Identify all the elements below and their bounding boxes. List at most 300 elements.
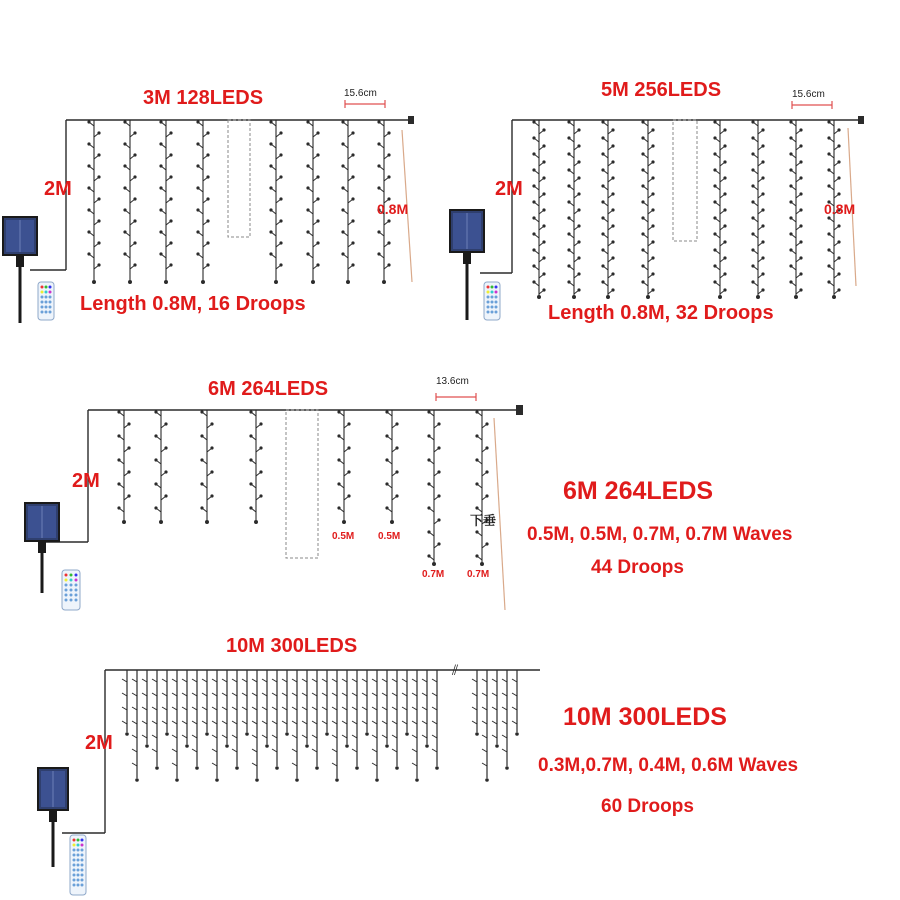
- p4-remote-button: [73, 844, 76, 847]
- p1-droop-6-led: [351, 219, 354, 222]
- p4-droop-30-twig: [422, 735, 427, 738]
- p4-droop-11-twig: [232, 749, 237, 752]
- p2-droop-4-led: [713, 120, 716, 123]
- p1-droop-1-led: [133, 197, 136, 200]
- p2-droop-1-led: [577, 208, 580, 211]
- p3-droop-7-led: [475, 554, 478, 557]
- p4-droop-26-twig: [382, 693, 387, 696]
- p4-droop-17-twig: [292, 721, 297, 724]
- p4-droop-18-twig: [302, 721, 307, 724]
- p4-droop-27-twig: [392, 707, 397, 710]
- p2-droop-3-led: [651, 144, 654, 147]
- p3-droop-5-led: [385, 434, 388, 437]
- p3-droop-6-led: [427, 434, 430, 437]
- p2-droop-7-led: [837, 144, 840, 147]
- p4-droop-15-twig: [272, 721, 277, 724]
- panel-10m-side-droops: 60 Droops: [601, 796, 694, 817]
- panel-6m-hang-text: 下垂: [470, 514, 497, 529]
- p1-droop-1-led: [123, 252, 126, 255]
- p4-droop-22-twig: [342, 707, 347, 710]
- p2-droop-6-led: [799, 192, 802, 195]
- p2-droop-4-led: [718, 295, 722, 299]
- p4-droop-28-twig: [402, 679, 407, 682]
- p1-droop-5-led: [306, 186, 309, 189]
- p1-droop-7-led: [387, 153, 390, 156]
- panel-6m-drawing: [0, 370, 900, 615]
- p2-droop-1-led: [567, 280, 570, 283]
- p2-droop-0-led: [542, 128, 545, 131]
- p4-droop-10-led: [225, 744, 229, 748]
- p2-droop-4-led: [713, 232, 716, 235]
- p3-remote-button: [75, 599, 78, 602]
- p3-droop-5-led: [390, 520, 394, 524]
- p2-droop-1-led: [567, 152, 570, 155]
- p1-droop-5-led: [316, 219, 319, 222]
- p4-droop-10-twig: [222, 721, 227, 724]
- p1-droop-4-led: [279, 241, 282, 244]
- p3-droop-6-led: [437, 518, 440, 521]
- p4-droop-1-twig: [132, 735, 137, 738]
- p4-remote-button: [81, 874, 84, 877]
- p4-droop-19-twig: [312, 679, 317, 682]
- p4-droop-0-twig: [122, 679, 127, 682]
- p4-remote-button: [77, 844, 80, 847]
- p4-droop-23-twig: [352, 679, 357, 682]
- panel-6m-spacing: 13.6cm: [436, 376, 469, 387]
- p4-droop-36-twig: [512, 679, 517, 682]
- p3-droop-3-led: [249, 482, 252, 485]
- p2-droop-3-led: [641, 248, 644, 251]
- p4-droop-25-twig: [372, 707, 377, 710]
- p4-droop-5-twig: [172, 693, 177, 696]
- p4-remote-button: [81, 864, 84, 867]
- p1-droop-0-led: [97, 175, 100, 178]
- p3-remote-button: [65, 584, 68, 587]
- p4-droop-20-twig: [322, 721, 327, 724]
- p1-droop-4-led: [269, 120, 272, 123]
- panel-6m-drop-label-3: 0.7M: [422, 569, 445, 580]
- p4-droop-31-twig: [432, 749, 437, 752]
- p3-droop-1-led: [164, 422, 167, 425]
- p2-droop-4-led: [713, 216, 716, 219]
- p4-droop-20-led: [325, 732, 329, 736]
- p3-remote-button: [75, 574, 78, 577]
- p2-droop-7-led: [832, 295, 836, 299]
- p2-remote-button: [491, 311, 494, 314]
- p3-droop-7-led: [475, 530, 478, 533]
- p4-droop-5-twig: [172, 679, 177, 682]
- p1-droop-7-led: [377, 142, 380, 145]
- p2-droop-4-led: [713, 168, 716, 171]
- p4-droop-10-twig: [222, 679, 227, 682]
- p4-droop-3-twig: [152, 749, 157, 752]
- p2-droop-1-led: [567, 200, 570, 203]
- panel-5m-caption: Length 0.8M, 32 Droops: [548, 302, 774, 324]
- panel-6m: [0, 370, 900, 615]
- panel-6m-title: 6M 264LEDS: [208, 378, 329, 400]
- p2-droop-7-led: [837, 128, 840, 131]
- p3-droop-1-led: [154, 434, 157, 437]
- p4-droop-28-twig: [402, 707, 407, 710]
- p2-droop-5-led: [761, 176, 764, 179]
- p4-droop-12-led: [245, 732, 249, 736]
- p1-remote-button: [45, 306, 48, 309]
- p4-droop-15-twig: [272, 679, 277, 682]
- p2-droop-1-led: [577, 288, 580, 291]
- p2-droop-1-led: [577, 256, 580, 259]
- p3-droop-2-led: [210, 446, 213, 449]
- p3-droop-1-led: [154, 410, 157, 413]
- p4-droop-36-led: [515, 732, 519, 736]
- p4-droop-3-twig: [152, 735, 157, 738]
- p4-droop-17-twig: [292, 707, 297, 710]
- p2-droop-7-led: [837, 176, 840, 179]
- p2-droop-2-led: [601, 184, 604, 187]
- p4-droop-34-twig: [492, 721, 497, 724]
- p4-droop-15-twig: [272, 735, 277, 738]
- p4-remote-button: [73, 879, 76, 882]
- panel-3m-cable-length: 2M: [44, 178, 72, 200]
- p4-droop-36-twig: [512, 721, 517, 724]
- p2-droop-5-led: [761, 256, 764, 259]
- p2-droop-4-led: [723, 288, 726, 291]
- p1-droop-0-led: [87, 164, 90, 167]
- p1-droop-1-led: [133, 131, 136, 134]
- p2-remote-button: [495, 311, 498, 314]
- p4-droop-35-twig: [502, 735, 507, 738]
- p1-droop-3-led: [206, 263, 209, 266]
- p2-droop-4-led: [723, 160, 726, 163]
- p3-droop-3-led: [259, 494, 262, 497]
- p4-droop-21-twig: [332, 693, 337, 696]
- p4-droop-20-twig: [322, 679, 327, 682]
- p2-droop-4-led: [723, 272, 726, 275]
- p2-droop-4-led: [723, 208, 726, 211]
- panel-3m-caption: Length 0.8M, 16 Droops: [80, 293, 306, 315]
- p4-droop-9-led: [215, 778, 219, 782]
- p3-droop-3-led: [259, 470, 262, 473]
- p4-droop-22-twig: [342, 721, 347, 724]
- p3-droop-1-led: [154, 482, 157, 485]
- p1-droop-5-led: [316, 131, 319, 134]
- p1-droop-5-led: [306, 252, 309, 255]
- p4-droop-33-twig: [482, 679, 487, 682]
- p4-droop-3-twig: [152, 693, 157, 696]
- p2-droop-5-led: [761, 144, 764, 147]
- p2-remote-button: [487, 296, 490, 299]
- p1-droop-5-led: [306, 142, 309, 145]
- p4-droop-9-twig: [212, 763, 217, 766]
- p4-droop-7-twig: [192, 749, 197, 752]
- p3-droop-0-led: [117, 506, 120, 509]
- p3-remote-button: [75, 594, 78, 597]
- p1-droop-6-led: [351, 131, 354, 134]
- p4-droop-13-twig: [252, 679, 257, 682]
- p3-droop-4-led: [337, 482, 340, 485]
- panel-6m-side-waves: 0.5M, 0.5M, 0.7M, 0.7M Waves: [527, 524, 793, 545]
- p1-droop-3-led: [196, 164, 199, 167]
- p1-droop-3-led: [206, 197, 209, 200]
- p2-droop-7-led: [827, 248, 830, 251]
- p1-droop-3-led: [206, 153, 209, 156]
- p1-remote-button: [41, 301, 44, 304]
- p1-droop-1-led: [133, 175, 136, 178]
- p2-droop-5-led: [751, 136, 754, 139]
- p4-droop-2-twig: [142, 679, 147, 682]
- p3-droop-2-led: [200, 458, 203, 461]
- p4-droop-19-twig: [312, 707, 317, 710]
- p4-droop-9-twig: [212, 721, 217, 724]
- p4-droop-25-twig: [372, 763, 377, 766]
- p4-remote-button: [73, 864, 76, 867]
- p4-droop-7-twig: [192, 693, 197, 696]
- p4-droop-22-led: [345, 744, 349, 748]
- p2-droop-5-led: [761, 160, 764, 163]
- p4-droop-36-twig: [512, 693, 517, 696]
- p4-droop-4-twig: [162, 721, 167, 724]
- p4-droop-26-twig: [382, 707, 387, 710]
- p4-droop-6-twig: [182, 679, 187, 682]
- p4-droop-5-twig: [172, 721, 177, 724]
- p2-droop-2-led: [601, 280, 604, 283]
- p3-droop-2-led: [210, 422, 213, 425]
- p2-droop-5-led: [751, 216, 754, 219]
- p2-droop-0-led: [532, 232, 535, 235]
- p2-solar-mount: [463, 252, 471, 264]
- p4-droop-17-twig: [292, 735, 297, 738]
- p2-droop-7-led: [827, 264, 830, 267]
- p4-droop-32-twig: [472, 707, 477, 710]
- p4-droop-27-led: [395, 766, 399, 770]
- p2-droop-1-led: [567, 232, 570, 235]
- panel-10m-side-title: 10M 300LEDS: [563, 703, 727, 731]
- p1-droop-0-led: [87, 142, 90, 145]
- p4-droop-2-twig: [142, 693, 147, 696]
- p3-droop-0-led: [127, 494, 130, 497]
- p2-droop-6-led: [794, 295, 798, 299]
- p2-droop-3-led: [641, 184, 644, 187]
- p2-droop-1-led: [572, 295, 576, 299]
- p2-droop-0-led: [532, 184, 535, 187]
- p1-droop-2-led: [159, 208, 162, 211]
- p3-droop-5-led: [395, 422, 398, 425]
- p1-droop-6-led: [351, 241, 354, 244]
- p3-droop-1-led: [164, 470, 167, 473]
- p2-droop-0-led: [542, 144, 545, 147]
- p2-droop-7-led: [837, 288, 840, 291]
- p4-droop-36-twig: [512, 707, 517, 710]
- p2-droop-4-led: [723, 256, 726, 259]
- p4-droop-15-twig: [272, 707, 277, 710]
- p2-droop-5-led: [761, 288, 764, 291]
- p1-end-cap: [408, 116, 414, 124]
- p4-droop-7-twig: [192, 735, 197, 738]
- p2-droop-2-led: [601, 152, 604, 155]
- p1-droop-2-led: [159, 252, 162, 255]
- p2-droop-2-led: [611, 144, 614, 147]
- p1-remote-button: [41, 306, 44, 309]
- p4-droop-23-twig: [352, 749, 357, 752]
- p3-droop-4-led: [347, 470, 350, 473]
- p4-droop-1-twig: [132, 721, 137, 724]
- p2-droop-2-led: [601, 232, 604, 235]
- p4-droop-24-led: [365, 732, 369, 736]
- p3-droop-5-led: [385, 506, 388, 509]
- p2-droop-7-led: [837, 224, 840, 227]
- p3-droop-7-led: [475, 458, 478, 461]
- p4-droop-1-twig: [132, 707, 137, 710]
- p1-droop-0-led: [87, 252, 90, 255]
- p3-droop-6-led: [427, 410, 430, 413]
- panel-6m-cable-length: 2M: [72, 470, 100, 492]
- p3-remote-button: [70, 579, 73, 582]
- p3-gap: [286, 410, 318, 558]
- p4-droop-34-twig: [492, 693, 497, 696]
- p2-droop-7-led: [827, 168, 830, 171]
- p2-droop-2-led: [611, 128, 614, 131]
- p4-droop-17-led: [295, 778, 299, 782]
- p2-droop-6-led: [789, 280, 792, 283]
- p4-droop-19-twig: [312, 749, 317, 752]
- p4-droop-35-twig: [502, 693, 507, 696]
- p4-remote-button: [81, 844, 84, 847]
- p4-droop-35-twig: [502, 679, 507, 682]
- p2-droop-4-led: [713, 200, 716, 203]
- p1-droop-7-led: [387, 219, 390, 222]
- p2-droop-0-led: [532, 248, 535, 251]
- p1-remote-button: [49, 296, 52, 299]
- p4-droop-1-led: [135, 778, 139, 782]
- p4-droop-14-twig: [262, 721, 267, 724]
- panel-6m-drop-label-4: 0.7M: [467, 569, 490, 580]
- p2-droop-2-led: [611, 272, 614, 275]
- p3-remote-button: [75, 579, 78, 582]
- p2-droop-5-led: [751, 264, 754, 267]
- p1-droop-2-led: [169, 153, 172, 156]
- p3-droop-2-led: [200, 482, 203, 485]
- p1-droop-5-led: [311, 280, 315, 284]
- p2-droop-3-led: [641, 216, 644, 219]
- p2-droop-3-led: [641, 200, 644, 203]
- p1-remote-button: [49, 306, 52, 309]
- p2-droop-6-led: [799, 272, 802, 275]
- p3-remote-button: [65, 599, 68, 602]
- p1-droop-4-led: [269, 142, 272, 145]
- p1-droop-4-led: [279, 131, 282, 134]
- p1-droop-4-led: [279, 219, 282, 222]
- p4-droop-6-twig: [182, 693, 187, 696]
- p1-droop-1-led: [123, 164, 126, 167]
- panel-6m-drop-label-1: 0.5M: [332, 531, 355, 542]
- p3-droop-0-led: [117, 458, 120, 461]
- p2-droop-0-led: [542, 288, 545, 291]
- p2-droop-3-led: [651, 176, 654, 179]
- p3-droop-4-led: [347, 446, 350, 449]
- p2-droop-6-led: [789, 248, 792, 251]
- p1-droop-7-led: [387, 131, 390, 134]
- p2-remote-button: [487, 286, 490, 289]
- p4-break-mark: ⫽: [452, 662, 459, 678]
- p2-droop-6-led: [799, 160, 802, 163]
- p4-droop-11-twig: [232, 735, 237, 738]
- p4-droop-30-led: [425, 744, 429, 748]
- p3-droop-4-led: [337, 458, 340, 461]
- p4-droop-11-led: [235, 766, 239, 770]
- p2-droop-5-led: [751, 232, 754, 235]
- p4-droop-5-twig: [172, 763, 177, 766]
- p1-remote-button: [45, 301, 48, 304]
- p2-droop-0-led: [532, 168, 535, 171]
- p4-droop-16-twig: [282, 707, 287, 710]
- p1-remote-button: [41, 291, 44, 294]
- p1-droop-4-led: [279, 153, 282, 156]
- p3-droop-6-led: [437, 446, 440, 449]
- p2-droop-5-led: [751, 280, 754, 283]
- p2-droop-2-led: [601, 200, 604, 203]
- p3-droop-4-led: [347, 494, 350, 497]
- p2-droop-2-led: [611, 160, 614, 163]
- p4-droop-18-twig: [302, 707, 307, 710]
- p2-remote-button: [495, 306, 498, 309]
- p1-droop-2-led: [159, 230, 162, 233]
- p1-droop-5-led: [316, 241, 319, 244]
- p2-droop-0-led: [532, 200, 535, 203]
- p1-droop-4-led: [279, 263, 282, 266]
- p4-droop-14-twig: [262, 679, 267, 682]
- p4-droop-2-twig: [142, 721, 147, 724]
- p2-droop-5-led: [761, 128, 764, 131]
- p2-droop-3-led: [641, 152, 644, 155]
- p3-droop-7-led: [485, 542, 488, 545]
- p3-solar-mount: [38, 541, 46, 553]
- p3-droop-7-led: [485, 422, 488, 425]
- p4-remote-button: [81, 879, 84, 882]
- p4-droop-26-twig: [382, 721, 387, 724]
- p2-droop-3-led: [651, 256, 654, 259]
- p2-droop-6-led: [799, 224, 802, 227]
- p1-droop-6-led: [341, 164, 344, 167]
- panel-5m-title: 5M 256LEDS: [601, 79, 722, 101]
- p3-droop-6-led: [427, 482, 430, 485]
- p2-droop-1-led: [577, 128, 580, 131]
- p4-droop-14-twig: [262, 735, 267, 738]
- p1-droop-0-led: [87, 230, 90, 233]
- p2-droop-6-led: [789, 120, 792, 123]
- p1-droop-1-led: [128, 280, 132, 284]
- p1-droop-7-led: [387, 263, 390, 266]
- p3-droop-4-led: [347, 422, 350, 425]
- p2-remote-button: [491, 296, 494, 299]
- p4-droop-23-twig: [352, 693, 357, 696]
- p4-droop-8-twig: [202, 693, 207, 696]
- p1-droop-3-led: [201, 280, 205, 284]
- p2-droop-6-led: [799, 176, 802, 179]
- p4-droop-1-twig: [132, 763, 137, 766]
- p4-droop-35-led: [505, 766, 509, 770]
- p1-droop-4-led: [279, 197, 282, 200]
- p2-droop-2-led: [611, 208, 614, 211]
- p4-droop-19-twig: [312, 693, 317, 696]
- p4-droop-23-twig: [352, 721, 357, 724]
- p2-droop-0-led: [542, 272, 545, 275]
- panel-5m-spacing: 15.6cm: [792, 89, 825, 100]
- p4-droop-15-led: [275, 766, 279, 770]
- p2-droop-5-led: [751, 248, 754, 251]
- p4-droop-9-twig: [212, 735, 217, 738]
- p2-droop-1-led: [577, 160, 580, 163]
- p1-droop-0-led: [87, 208, 90, 211]
- p4-droop-30-twig: [422, 693, 427, 696]
